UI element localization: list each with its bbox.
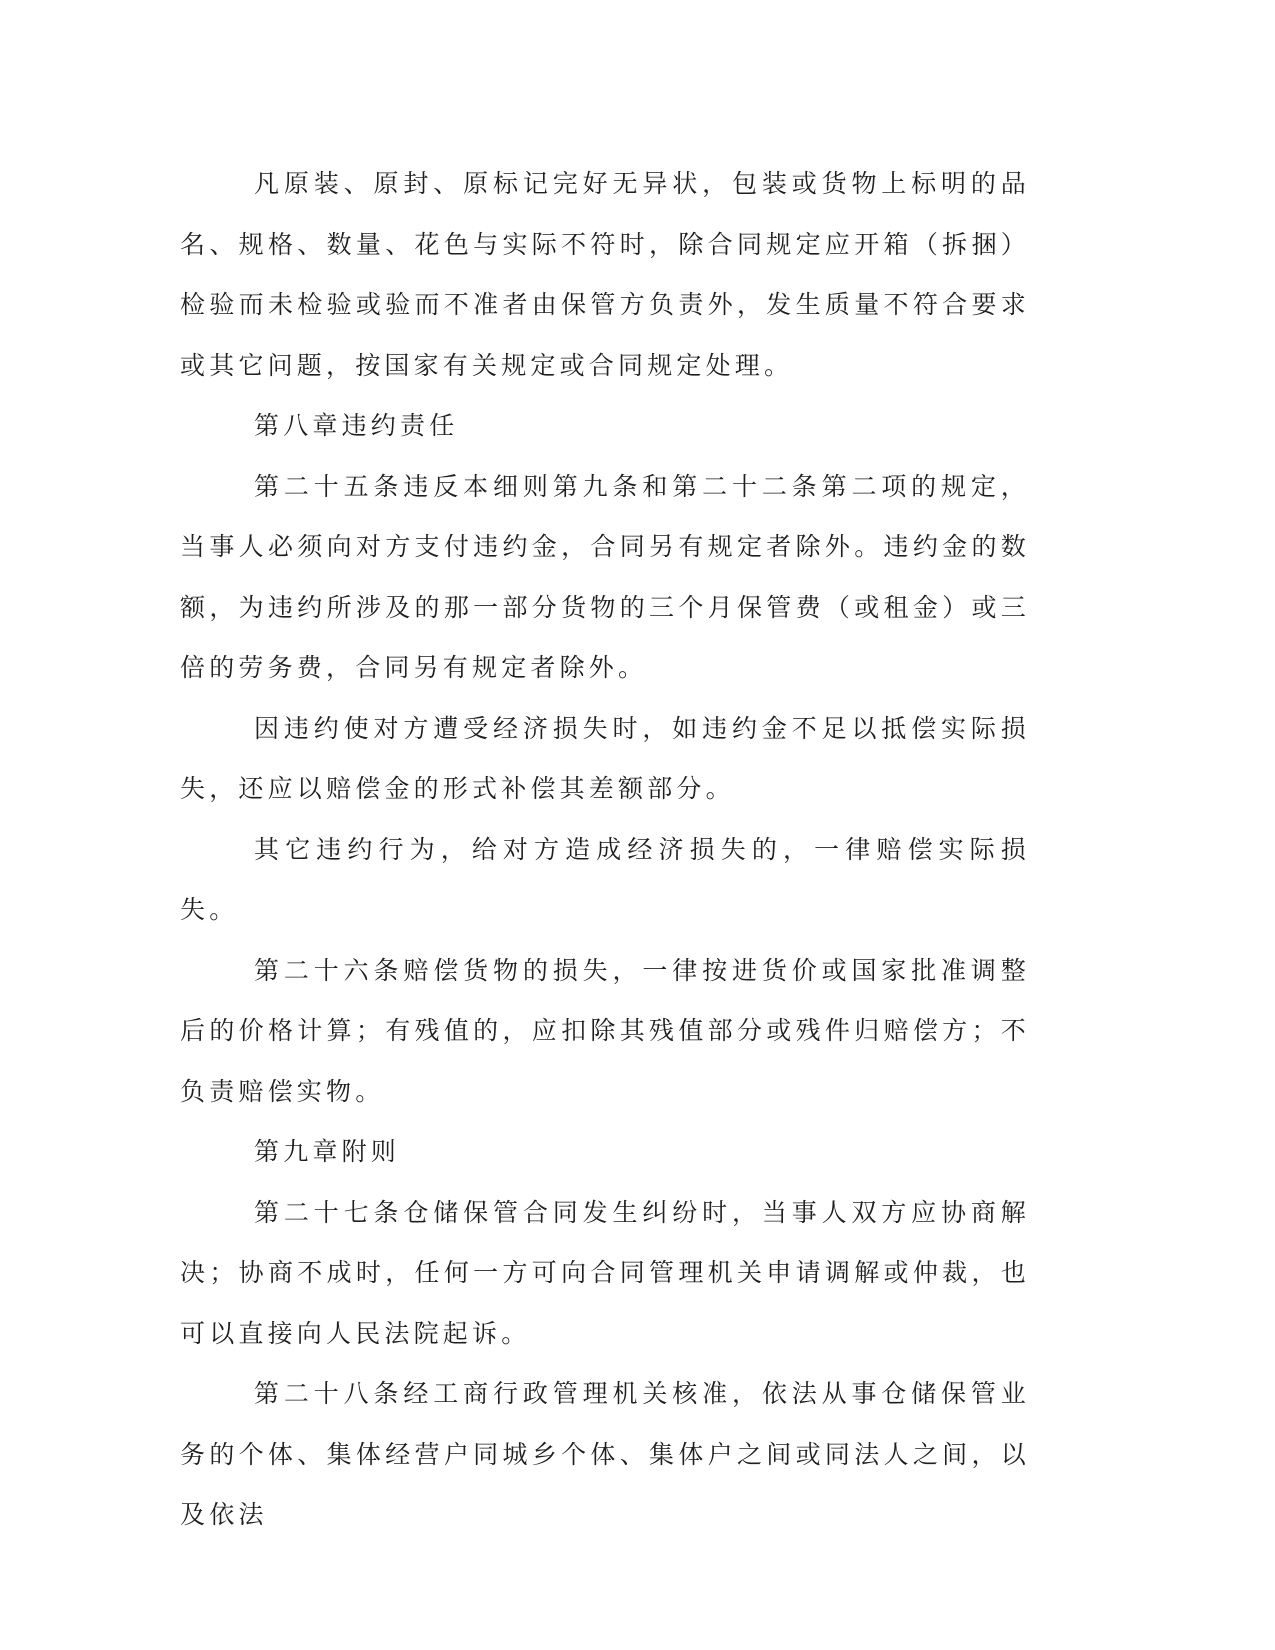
chapter-heading-liability: 第八章违约责任 [254,411,459,440]
article-28: 第二十八条经工商行政管理机关核准，依法从事仓储保管业务的个体、集体经营户同城乡个体、集体户之间或同法人之间，以及依法 [180,1379,1030,1529]
article-26: 第二十六条赔偿货物的损失，一律按进货价或国家批准调整后的价格计算；有残值的，应扣除其残值部分或残件归赔偿方；不负责赔偿实物。 [180,955,1030,1106]
chapter-heading-supplementary: 第九章附则 [254,1137,401,1166]
article-27: 第二十七条仓储保管合同发生纠纷时，当事人双方应协商解决；协商不成时，任何一方可向合同管理机关申请调解或仲裁，也可以直接向人民法院起诉。 [180,1197,1030,1348]
paragraph-inspection-clause: 凡原装、原封、原标记完好无异状，包装或货物上标明的品名、规格、数量、花色与实际不符时，除合同规定应开箱（拆捆）检验而未检验或验而不准者由保管方负责外，发生质量不符合要求或其它问题，按国家有关规定或合同规定处理。 [180,169,1030,380]
article-25: 第二十五条违反本细则第九条和第二十二条第二项的规定，当事人必须向对方支付违约金，合同另有规定者除外。违约金的数额，为违约所涉及的那一部分货物的三个月保管费（或租金）或三倍的劳务费，合同另有规定者除外。 [180,471,1030,682]
paragraph-other-breach: 其它违约行为，给对方造成经济损失的，一律赔偿实际损失。 [180,834,1030,924]
document-body [180,154,1030,1546]
paragraph-compensation: 因违约使对方遭受经济损失时，如违约金不足以抵偿实际损失，还应以赔偿金的形式补偿其差额部分。 [180,713,1030,803]
